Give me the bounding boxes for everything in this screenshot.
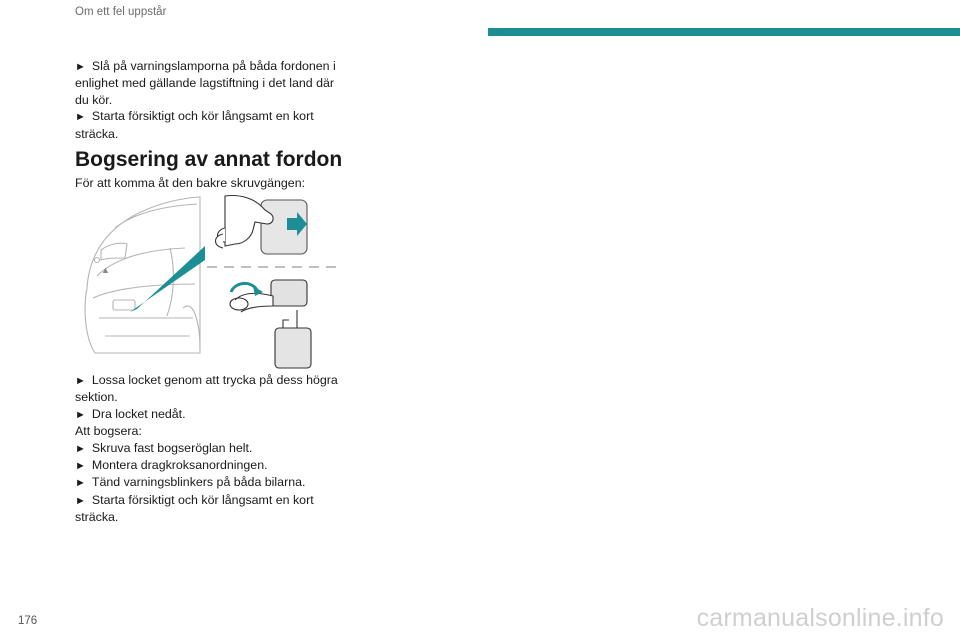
header-section-label: Om ett fel uppstår	[75, 6, 167, 18]
page-number: 176	[18, 615, 38, 627]
tow-eye-illustration	[75, 188, 345, 372]
watermark: carmanualsonline.info	[696, 604, 944, 632]
step-item: ► Lossa locket genom att trycka på dess högra sektion.	[75, 373, 338, 405]
bullet-arrow-icon: ►	[75, 375, 86, 387]
intro-item: ► Starta försiktigt och kör långsamt en kort sträcka.	[75, 109, 314, 141]
step-item: ► Dra locket nedåt.	[75, 406, 186, 421]
bullet-arrow-icon: ►	[75, 111, 86, 124]
bullet-arrow-icon: ►	[75, 494, 86, 507]
bullet-arrow-icon: ►	[75, 460, 86, 473]
intro-item: ► Slå på varningslamporna på båda fordonen i enlighet med gällande lagstiftning i det land där du kör.	[75, 59, 336, 107]
bullet-arrow-icon: ►	[75, 442, 86, 455]
steps-block	[75, 372, 345, 526]
rotate-arrow-icon	[231, 283, 257, 292]
bullet-arrow-icon: ►	[75, 61, 86, 73]
pointer-wedge	[130, 246, 205, 312]
tow-label: Att bogsera:	[75, 424, 142, 439]
cover-drawing	[275, 310, 311, 368]
step-item: ► Tänd varningsblinkers på båda bilarna.	[75, 475, 306, 490]
step-item: ► Montera dragkroksanordningen.	[75, 458, 268, 473]
step-item: ► Skruva fast bogseröglan helt.	[75, 440, 253, 455]
section-lead: För att komma åt den bakre skruvgängen:	[75, 176, 306, 190]
car-emblem-icon: ▲	[101, 265, 110, 275]
bullet-arrow-icon: ►	[75, 408, 86, 421]
step-item: ► Starta försiktigt och kör långsamt en kort sträcka.	[75, 492, 314, 525]
header-accent-bar	[488, 28, 960, 36]
section-heading: Bogsering av annat fordon	[75, 148, 343, 171]
bullet-arrow-icon: ►	[75, 477, 86, 490]
intro-block	[75, 58, 345, 142]
